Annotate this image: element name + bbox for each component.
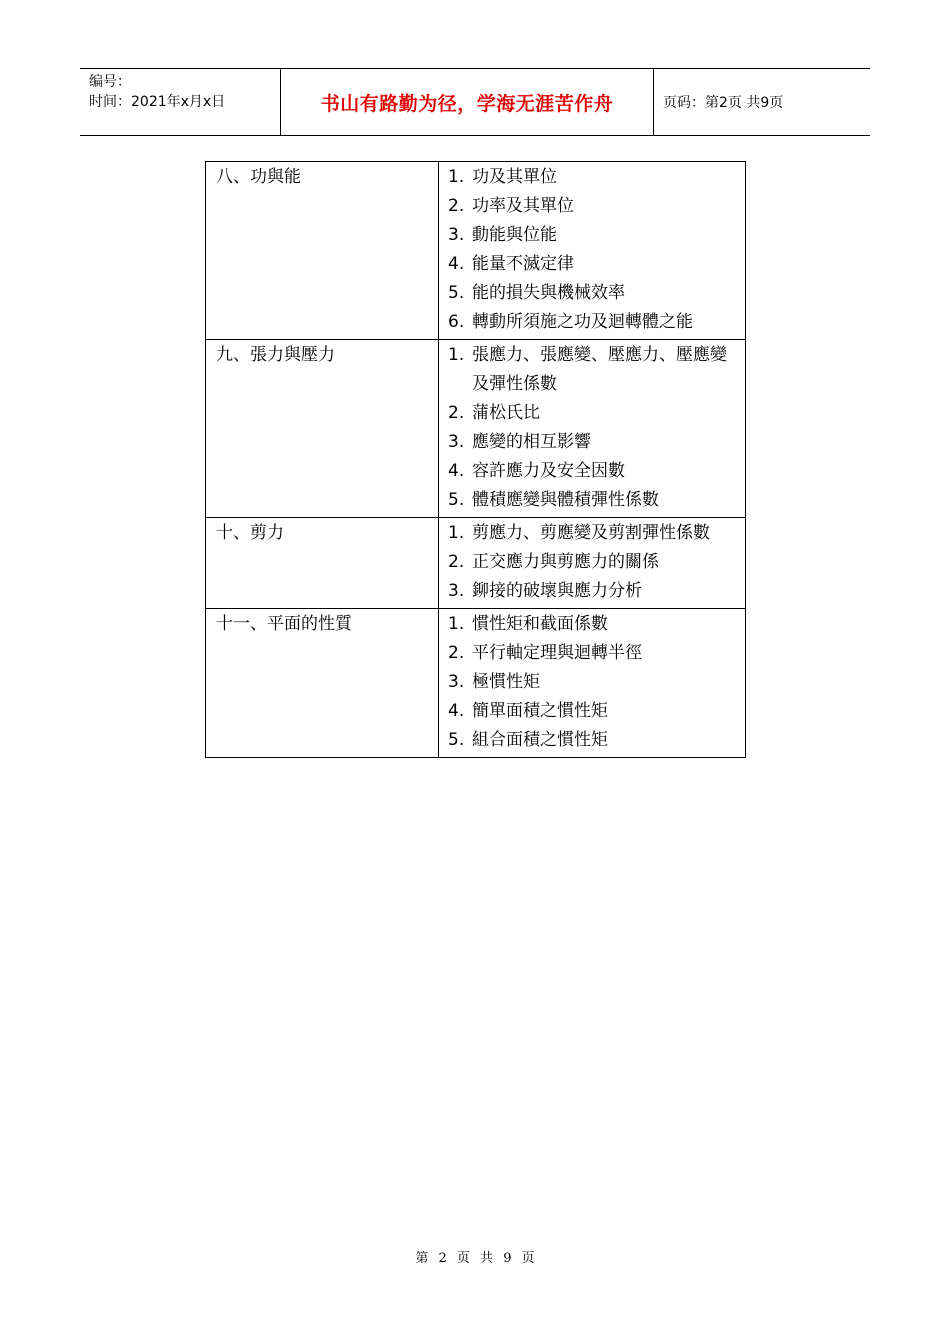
list-item (448, 221, 741, 250)
list-item-text: 能的損失與機械效率 (472, 283, 625, 303)
list-item-number: 1. (448, 345, 465, 365)
list-item (448, 341, 741, 399)
table-row (206, 518, 746, 609)
list-item (448, 639, 741, 668)
list-item-number: 2. (448, 403, 465, 423)
list-item-text: 轉動所須施之功及迴轉體之能 (472, 312, 693, 332)
section-title: 十一、平面的性質 (206, 609, 439, 758)
list-item (448, 457, 741, 486)
list-item-number: 5. (448, 283, 465, 303)
list-item (448, 519, 741, 548)
list-item-text: 極慣性矩 (472, 672, 540, 692)
table-row (206, 340, 746, 518)
list-item (448, 610, 741, 639)
list-item (448, 577, 741, 606)
page-info: 页码：第2页 共9页 (663, 95, 784, 111)
list-item-number: 6. (448, 312, 465, 332)
list-item-text: 容許應力及安全因數 (472, 461, 625, 481)
list-item-number: 1. (448, 523, 465, 543)
list-item-number: 5. (448, 490, 465, 510)
list-item-number: 3. (448, 225, 465, 245)
list-item-number: 4. (448, 701, 465, 721)
list-item-number: 5. (448, 730, 465, 750)
date-line: 时间：2021年x月x日 (89, 94, 226, 110)
list-item-number: 1. (448, 167, 465, 187)
list-item-number: 4. (448, 254, 465, 274)
list-item (448, 399, 741, 428)
list-item (448, 548, 741, 577)
list-item-text: 動能與位能 (472, 225, 557, 245)
list-item-text: 簡單面積之慣性矩 (472, 701, 608, 721)
header-meta (80, 69, 281, 135)
syllabus-table (205, 161, 746, 758)
document-header (80, 68, 870, 136)
list-item-text: 鉚接的破壞與應力分析 (472, 581, 642, 601)
page-footer: 第 2 页 共 9 页 (415, 1251, 535, 1266)
list-item-text: 正交應力與剪應力的關係 (472, 552, 659, 572)
list-item-number: 3. (448, 581, 465, 601)
list-item (448, 668, 741, 697)
list-item-number: 2. (448, 196, 465, 216)
list-item (448, 486, 741, 515)
list-item-text: 張應力、張應變、壓應力、壓應變及彈性係數 (472, 345, 727, 394)
serial-number-label: 编号： (89, 74, 131, 90)
motto: 书山有路勤为径，学海无涯苦作舟 (281, 69, 654, 135)
list-item (448, 163, 741, 192)
list-item (448, 279, 741, 308)
list-item (448, 697, 741, 726)
list-item-number: 3. (448, 432, 465, 452)
list-item-text: 平行軸定理與迴轉半徑 (472, 643, 642, 663)
list-item (448, 428, 741, 457)
syllabus-table-body (206, 162, 746, 758)
list-item-number: 2. (448, 643, 465, 663)
list-item-text: 體積應變與體積彈性係數 (472, 490, 659, 510)
section-items (439, 518, 746, 609)
list-item-number: 4. (448, 461, 465, 481)
table-row (206, 162, 746, 340)
table-row (206, 609, 746, 758)
list-item (448, 192, 741, 221)
list-item (448, 726, 741, 755)
list-item-text: 慣性矩和截面係數 (472, 614, 608, 634)
list-item-number: 1. (448, 614, 465, 634)
list-item-text: 應變的相互影響 (472, 432, 591, 452)
list-item (448, 250, 741, 279)
section-items (439, 162, 746, 340)
list-item-text: 蒲松氏比 (472, 403, 540, 423)
section-title: 十、剪力 (206, 518, 439, 609)
list-item-number: 2. (448, 552, 465, 572)
list-item-text: 功率及其單位 (472, 196, 574, 216)
section-title: 九、張力與壓力 (206, 340, 439, 518)
list-item-text: 剪應力、剪應變及剪割彈性係數 (472, 523, 710, 543)
list-item-text: 能量不滅定律 (472, 254, 574, 274)
section-items (439, 609, 746, 758)
list-item (448, 308, 741, 337)
section-title: 八、功與能 (206, 162, 439, 340)
section-items (439, 340, 746, 518)
list-item-text: 功及其單位 (472, 167, 557, 187)
list-item-number: 3. (448, 672, 465, 692)
list-item-text: 組合面積之慣性矩 (472, 730, 608, 750)
